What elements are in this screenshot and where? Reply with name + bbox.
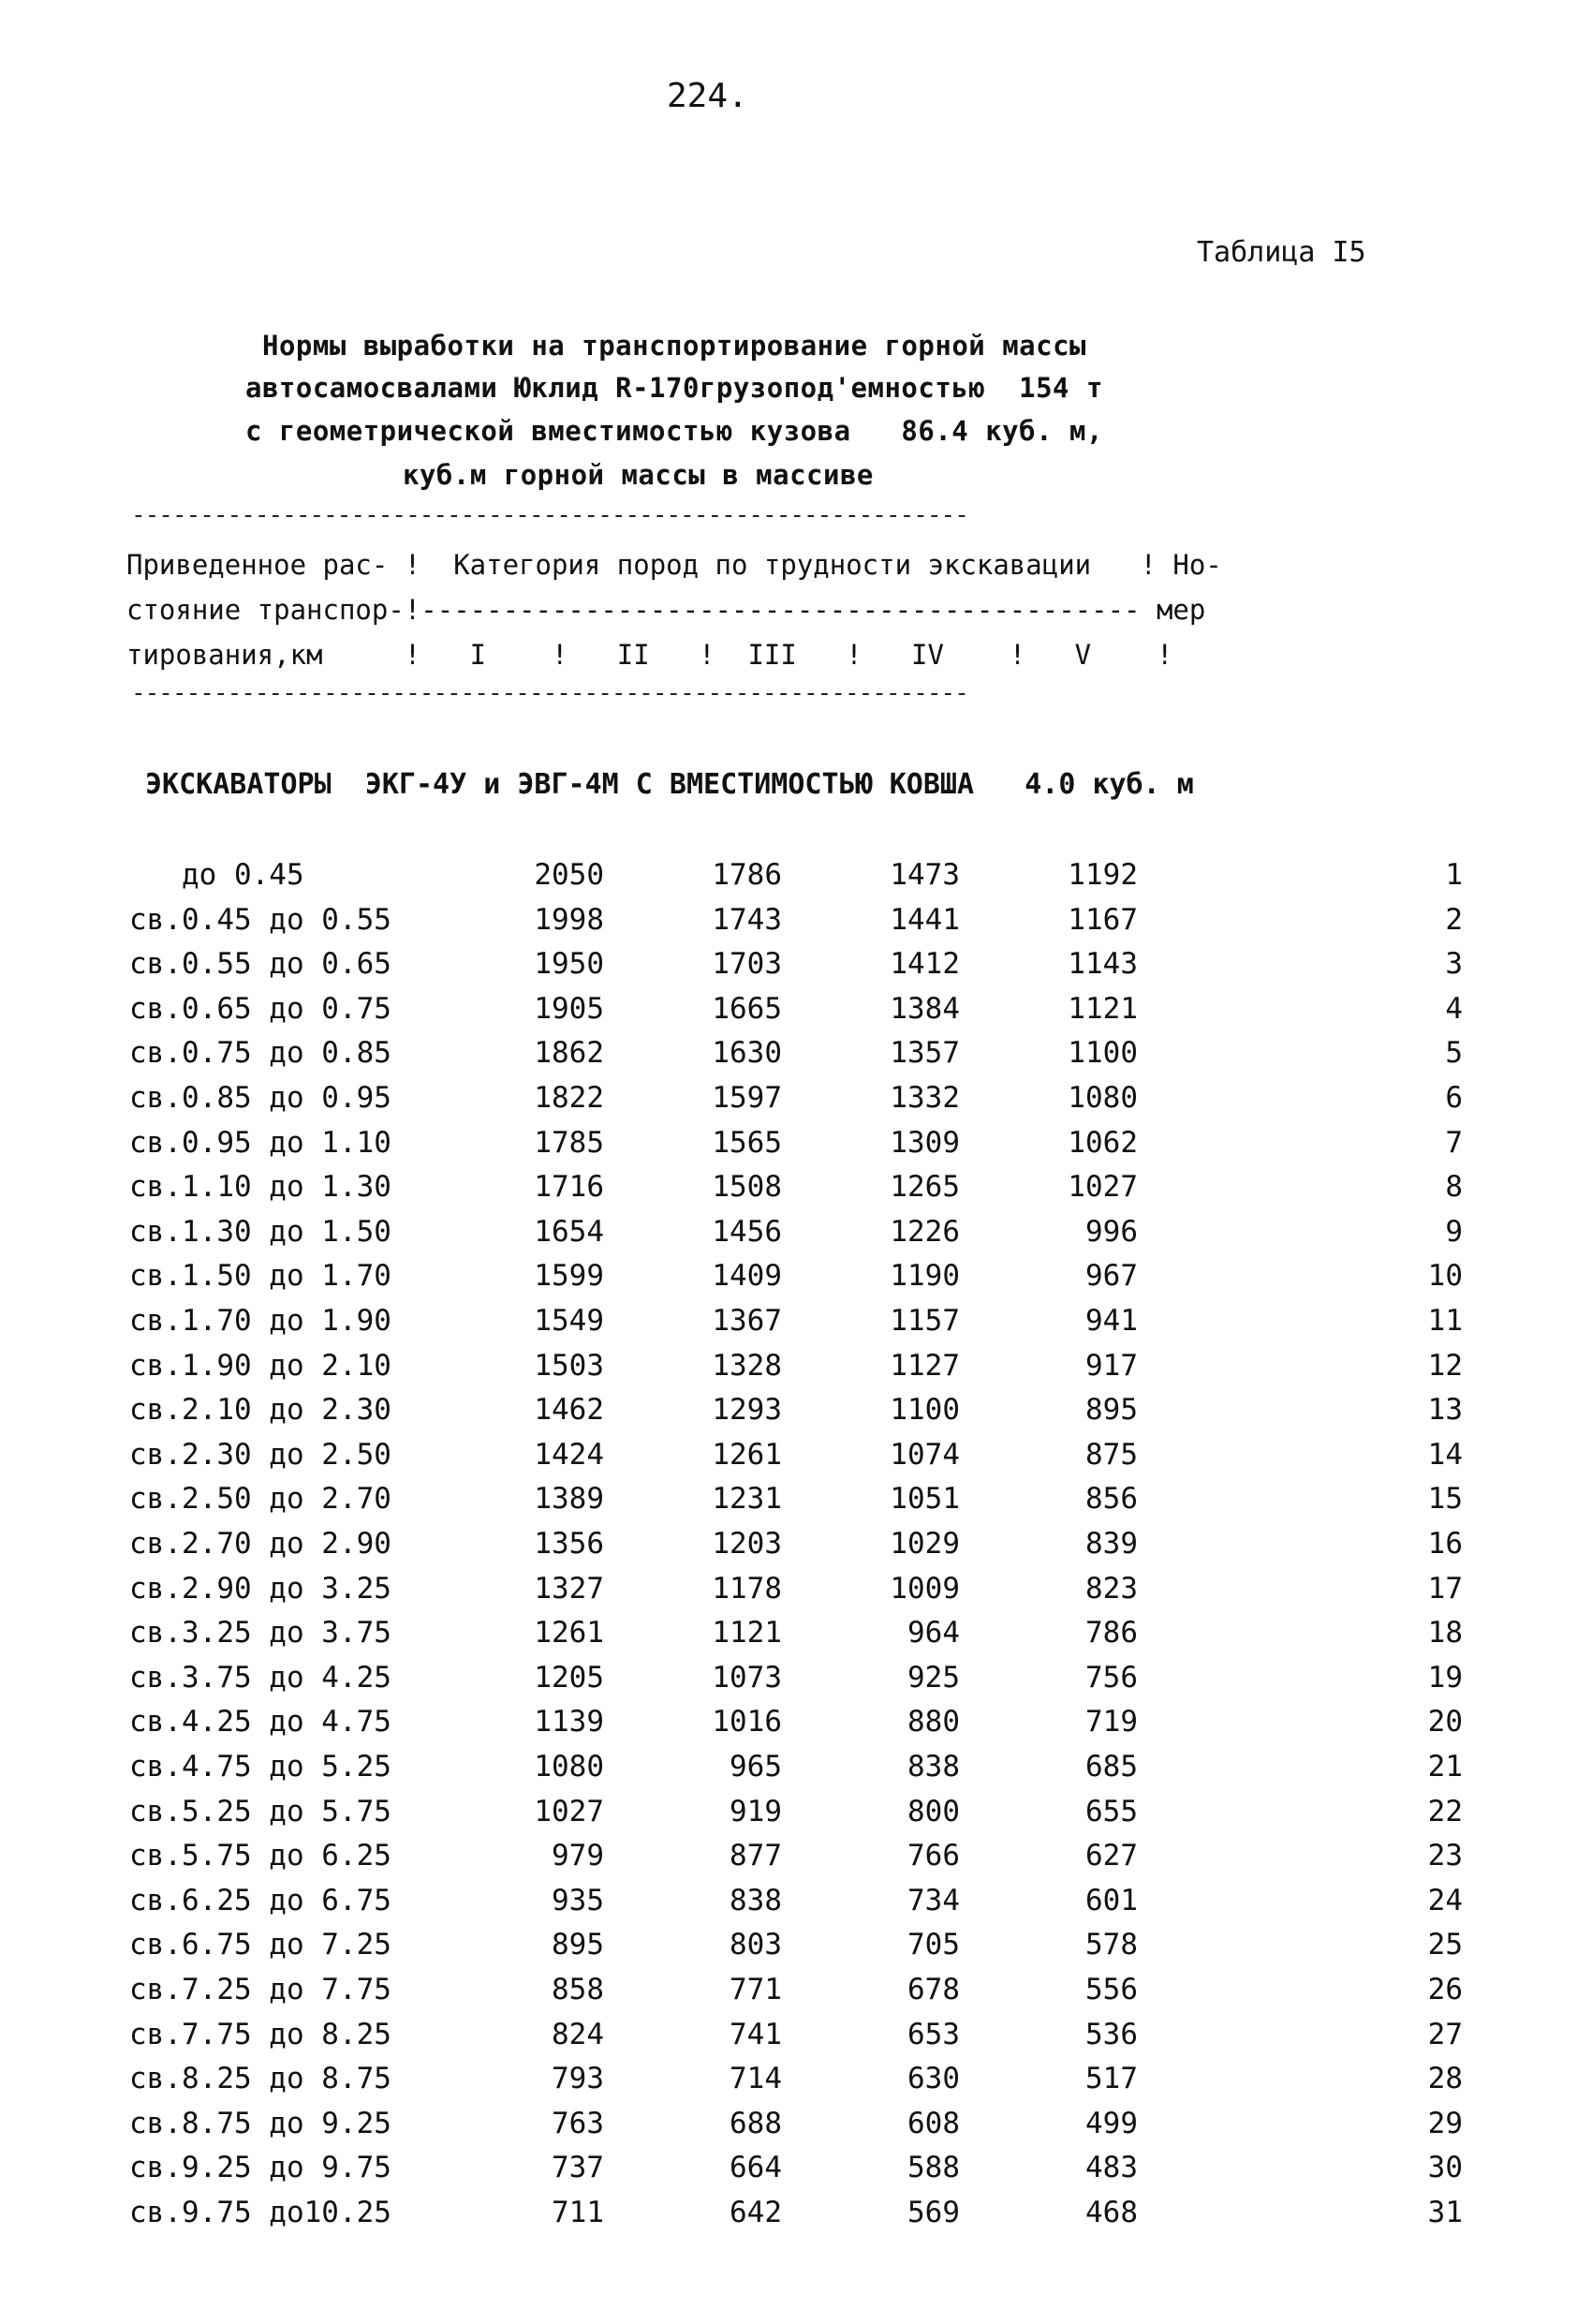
- category-iv-cell: 839: [1085, 1527, 1138, 1561]
- distance-cell: св.1.70 до 1.90: [129, 1304, 391, 1338]
- category-iii-cell: 1051: [890, 1482, 960, 1517]
- category-iv-cell: 1080: [1068, 1081, 1138, 1115]
- category-ii-cell: 1665: [712, 991, 782, 1026]
- category-i-cell: 895: [552, 1928, 604, 1962]
- category-iii-cell: 653: [907, 2017, 960, 2051]
- category-ii-cell: 1121: [712, 1616, 782, 1650]
- row-number-cell: 9: [1445, 1214, 1463, 1249]
- distance-cell: св.7.75 до 8.25: [129, 2017, 391, 2051]
- table-row: [0, 1527, 1592, 1572]
- distance-cell: св.0.55 до 0.65: [129, 947, 391, 982]
- section-title: ЭКСКАВАТОРЫ ЭКГ-4У и ЭВГ-4М С ВМЕСТИМОСТЬЮ КОВША 4.0 куб. м: [145, 768, 1194, 801]
- table-row: [0, 1126, 1592, 1171]
- table-row: [0, 2107, 1592, 2152]
- category-i-cell: 1862: [534, 1036, 604, 1071]
- row-number-cell: 12: [1427, 1348, 1463, 1383]
- table-row: [0, 2151, 1592, 2196]
- table-row: [0, 1304, 1592, 1349]
- row-number-cell: 26: [1427, 1973, 1463, 2006]
- category-iv-cell: 1027: [1068, 1170, 1138, 1205]
- table-row: [0, 1349, 1592, 1394]
- category-ii-cell: 1703: [712, 947, 782, 982]
- table-label: Таблица I5: [1197, 236, 1366, 269]
- category-iv-cell: 1192: [1068, 858, 1138, 892]
- category-ii-cell: 838: [730, 1883, 782, 1917]
- category-i-cell: 1389: [534, 1482, 604, 1517]
- row-number-cell: 13: [1427, 1393, 1463, 1428]
- category-iv-cell: 967: [1085, 1259, 1138, 1294]
- category-i-cell: 1905: [534, 991, 604, 1026]
- table-row: [0, 1081, 1592, 1126]
- category-iv-cell: 1100: [1068, 1036, 1138, 1071]
- category-ii-cell: 1261: [712, 1437, 782, 1472]
- category-iii-cell: 734: [907, 1883, 960, 1917]
- category-iv-cell: 627: [1085, 1839, 1138, 1873]
- category-iii-cell: 588: [907, 2151, 960, 2185]
- category-iii-cell: 630: [907, 2062, 960, 2096]
- distance-cell: св.8.75 до 9.25: [129, 2106, 391, 2140]
- distance-cell: св.3.75 до 4.25: [129, 1660, 391, 1695]
- category-i-cell: 824: [552, 2017, 604, 2051]
- header-top-rule: -------------------------------------------------------------: [131, 501, 968, 529]
- distance-cell: св.1.90 до 2.10: [129, 1348, 391, 1383]
- distance-cell: св.0.65 до 0.75: [129, 991, 391, 1026]
- distance-cell: св.2.10 до 2.30: [129, 1393, 391, 1428]
- row-number-cell: 24: [1427, 1883, 1463, 1917]
- table-row: [0, 1750, 1592, 1795]
- distance-cell: св.9.75 до10.25: [129, 2196, 391, 2229]
- category-ii-cell: 688: [730, 2106, 782, 2140]
- row-number-cell: 1: [1445, 858, 1463, 892]
- category-iii-cell: 766: [907, 1839, 960, 1873]
- category-i-cell: 1462: [534, 1393, 604, 1428]
- category-iv-cell: 685: [1085, 1750, 1138, 1784]
- category-iii-cell: 1190: [890, 1259, 960, 1294]
- distance-cell: св.2.90 до 3.25: [129, 1571, 391, 1606]
- category-ii-cell: 803: [730, 1928, 782, 1962]
- table-row: [0, 1839, 1592, 1884]
- table-row: [0, 1572, 1592, 1617]
- category-i-cell: 1080: [534, 1750, 604, 1784]
- category-i-cell: 1503: [534, 1348, 604, 1383]
- category-iv-cell: 499: [1085, 2106, 1138, 2140]
- category-ii-cell: 1597: [712, 1081, 782, 1115]
- category-iii-cell: 925: [907, 1660, 960, 1695]
- category-i-cell: 1822: [534, 1081, 604, 1115]
- category-iv-cell: 536: [1085, 2017, 1138, 2051]
- table-row: [0, 1438, 1592, 1483]
- category-ii-cell: 1409: [712, 1259, 782, 1294]
- row-number-cell: 11: [1427, 1304, 1463, 1338]
- distance-cell: св.3.25 до 3.75: [129, 1616, 391, 1650]
- category-i-cell: 711: [552, 2196, 604, 2229]
- table-row: [0, 992, 1592, 1037]
- category-i-cell: 1785: [534, 1125, 604, 1160]
- category-iv-cell: 786: [1085, 1616, 1138, 1650]
- category-i-cell: 1950: [534, 947, 604, 982]
- category-ii-cell: 1743: [712, 902, 782, 937]
- distance-cell: св.0.45 до 0.55: [129, 902, 391, 937]
- category-iv-cell: 856: [1085, 1482, 1138, 1517]
- category-iv-cell: 823: [1085, 1571, 1138, 1606]
- category-ii-cell: 642: [730, 2196, 782, 2229]
- row-number-cell: 17: [1427, 1571, 1463, 1606]
- distance-cell: св.2.70 до 2.90: [129, 1527, 391, 1561]
- category-i-cell: 1327: [534, 1571, 604, 1606]
- category-ii-cell: 965: [730, 1750, 782, 1784]
- category-ii-cell: 877: [730, 1839, 782, 1873]
- distance-cell: св.6.75 до 7.25: [129, 1928, 391, 1962]
- category-ii-cell: 1178: [712, 1571, 782, 1606]
- category-iii-cell: 1412: [890, 947, 960, 982]
- row-number-cell: 21: [1427, 1750, 1463, 1784]
- row-number-cell: 15: [1427, 1482, 1463, 1517]
- distance-cell: св.4.75 до 5.25: [129, 1750, 391, 1784]
- category-iii-cell: 800: [907, 1794, 960, 1828]
- table-row: [0, 1215, 1592, 1260]
- table-row: [0, 1259, 1592, 1304]
- category-i-cell: 763: [552, 2106, 604, 2140]
- category-iii-cell: 1009: [890, 1571, 960, 1606]
- category-ii-cell: 664: [730, 2151, 782, 2185]
- distance-cell: св.1.30 до 1.50: [129, 1214, 391, 1249]
- table-row: [0, 1795, 1592, 1840]
- category-ii-cell: 1016: [712, 1705, 782, 1739]
- category-iii-cell: 1127: [890, 1348, 960, 1383]
- distance-cell: св.9.25 до 9.75: [129, 2151, 391, 2185]
- category-iv-cell: 601: [1085, 1883, 1138, 1917]
- category-ii-cell: 1565: [712, 1125, 782, 1160]
- table-row: [0, 858, 1592, 903]
- category-iii-cell: 678: [907, 1973, 960, 2006]
- table-row: [0, 1170, 1592, 1215]
- category-i-cell: 1139: [534, 1705, 604, 1739]
- category-ii-cell: 1293: [712, 1393, 782, 1428]
- category-ii-cell: 1328: [712, 1348, 782, 1383]
- distance-cell: св.6.25 до 6.75: [129, 1883, 391, 1917]
- distance-cell: до 0.45: [129, 858, 304, 892]
- row-number-cell: 7: [1445, 1125, 1463, 1160]
- category-iv-cell: 1062: [1068, 1125, 1138, 1160]
- table-row: [0, 1973, 1592, 2018]
- category-i-cell: 737: [552, 2151, 604, 2185]
- category-iv-cell: 917: [1085, 1348, 1138, 1383]
- row-number-cell: 23: [1427, 1839, 1463, 1873]
- category-iv-cell: 1143: [1068, 947, 1138, 982]
- row-number-cell: 22: [1427, 1794, 1463, 1828]
- distance-cell: св.5.25 до 5.75: [129, 1794, 391, 1828]
- category-iv-cell: 875: [1085, 1437, 1138, 1472]
- category-i-cell: 1599: [534, 1259, 604, 1294]
- category-iv-cell: 655: [1085, 1794, 1138, 1828]
- category-i-cell: 935: [552, 1883, 604, 1917]
- category-iv-cell: 941: [1085, 1304, 1138, 1338]
- category-iii-cell: 705: [907, 1928, 960, 1962]
- category-iv-cell: 483: [1085, 2151, 1138, 2185]
- row-number-cell: 4: [1445, 991, 1463, 1026]
- row-number-cell: 28: [1427, 2062, 1463, 2096]
- category-i-cell: 1998: [534, 902, 604, 937]
- table-row: [0, 903, 1592, 948]
- table-row: [0, 1036, 1592, 1081]
- category-iv-cell: 556: [1085, 1973, 1138, 2006]
- category-iii-cell: 608: [907, 2106, 960, 2140]
- distance-cell: св.2.50 до 2.70: [129, 1482, 391, 1517]
- table-row: [0, 2062, 1592, 2107]
- category-i-cell: 1027: [534, 1794, 604, 1828]
- category-iii-cell: 1100: [890, 1393, 960, 1428]
- category-i-cell: 858: [552, 1973, 604, 2006]
- title-line-1: Нормы выработки на транспортирование горной массы: [262, 330, 1087, 362]
- header-line-2: стояние транспор-!-------------------------------------------- мер: [126, 594, 1206, 626]
- category-iii-cell: 1074: [890, 1437, 960, 1472]
- distance-cell: св.2.30 до 2.50: [129, 1437, 391, 1472]
- category-i-cell: 2050: [534, 858, 604, 892]
- category-ii-cell: 1508: [712, 1170, 782, 1205]
- distance-cell: св.1.10 до 1.30: [129, 1170, 391, 1205]
- distance-cell: св.1.50 до 1.70: [129, 1259, 391, 1294]
- category-iii-cell: 1473: [890, 858, 960, 892]
- header-line-1: Приведенное рас- ! Категория пород по трудности экскавации ! Но-: [126, 549, 1222, 581]
- category-iv-cell: 719: [1085, 1705, 1138, 1739]
- row-number-cell: 10: [1427, 1259, 1463, 1294]
- title-line-4: куб.м горной массы в массиве: [403, 459, 874, 491]
- header-bottom-rule: -------------------------------------------------------------: [131, 679, 968, 707]
- title-line-3: с геометрической вместимостью кузова 86.4 куб. м,: [245, 415, 1103, 447]
- title-line-2: автосамосвалами Юклид R-170грузопод'емностью 154 т: [245, 372, 1103, 404]
- category-iii-cell: 1157: [890, 1304, 960, 1338]
- category-iii-cell: 1265: [890, 1170, 960, 1205]
- category-iv-cell: 468: [1085, 2196, 1138, 2229]
- category-iv-cell: 1121: [1068, 991, 1138, 1026]
- category-iv-cell: 517: [1085, 2062, 1138, 2096]
- category-ii-cell: 714: [730, 2062, 782, 2096]
- table-row: [0, 1928, 1592, 1973]
- category-i-cell: 1205: [534, 1660, 604, 1695]
- table-row: [0, 1616, 1592, 1661]
- category-ii-cell: 1231: [712, 1482, 782, 1517]
- row-number-cell: 2: [1445, 902, 1463, 937]
- category-i-cell: 1549: [534, 1304, 604, 1338]
- table-row: [0, 1661, 1592, 1706]
- page-number: 224.: [667, 77, 748, 115]
- row-number-cell: 27: [1427, 2017, 1463, 2051]
- category-iii-cell: 838: [907, 1750, 960, 1784]
- row-number-cell: 14: [1427, 1437, 1463, 1472]
- category-iv-cell: 578: [1085, 1928, 1138, 1962]
- table-row: [0, 1705, 1592, 1750]
- table-row: [0, 2196, 1592, 2241]
- row-number-cell: 18: [1427, 1616, 1463, 1650]
- category-iv-cell: 756: [1085, 1660, 1138, 1695]
- row-number-cell: 31: [1427, 2196, 1463, 2229]
- category-i-cell: 1424: [534, 1437, 604, 1472]
- category-iii-cell: 1309: [890, 1125, 960, 1160]
- distance-cell: св.0.75 до 0.85: [129, 1036, 391, 1071]
- table-row: [0, 1884, 1592, 1929]
- category-iv-cell: 895: [1085, 1393, 1138, 1428]
- category-iv-cell: 1167: [1068, 902, 1138, 937]
- category-ii-cell: 1073: [712, 1660, 782, 1695]
- row-number-cell: 6: [1445, 1081, 1463, 1115]
- category-iv-cell: 996: [1085, 1214, 1138, 1249]
- table-row: [0, 2018, 1592, 2063]
- category-ii-cell: 1203: [712, 1527, 782, 1561]
- category-i-cell: 1654: [534, 1214, 604, 1249]
- category-iii-cell: 1029: [890, 1527, 960, 1561]
- category-ii-cell: 1456: [712, 1214, 782, 1249]
- category-ii-cell: 919: [730, 1794, 782, 1828]
- category-ii-cell: 1786: [712, 858, 782, 892]
- category-i-cell: 793: [552, 2062, 604, 2096]
- row-number-cell: 8: [1445, 1170, 1463, 1205]
- distance-cell: св.5.75 до 6.25: [129, 1839, 391, 1873]
- category-iii-cell: 1384: [890, 991, 960, 1026]
- category-iii-cell: 1332: [890, 1081, 960, 1115]
- table-row: [0, 1482, 1592, 1527]
- category-i-cell: 1356: [534, 1527, 604, 1561]
- header-line-3: тирования,км ! I ! II ! III ! IV ! V !: [126, 639, 1173, 671]
- distance-cell: св.7.25 до 7.75: [129, 1973, 391, 2006]
- row-number-cell: 5: [1445, 1036, 1463, 1071]
- category-i-cell: 1716: [534, 1170, 604, 1205]
- distance-cell: св.0.95 до 1.10: [129, 1125, 391, 1160]
- row-number-cell: 20: [1427, 1705, 1463, 1739]
- category-ii-cell: 1630: [712, 1036, 782, 1071]
- distance-cell: св.0.85 до 0.95: [129, 1081, 391, 1115]
- category-ii-cell: 1367: [712, 1304, 782, 1338]
- category-iii-cell: 1441: [890, 902, 960, 937]
- category-iii-cell: 964: [907, 1616, 960, 1650]
- category-ii-cell: 741: [730, 2017, 782, 2051]
- row-number-cell: 19: [1427, 1660, 1463, 1695]
- category-i-cell: 979: [552, 1839, 604, 1873]
- table-row: [0, 1393, 1592, 1438]
- distance-cell: св.4.25 до 4.75: [129, 1705, 391, 1739]
- category-iii-cell: 1226: [890, 1214, 960, 1249]
- distance-cell: св.8.25 до 8.75: [129, 2062, 391, 2096]
- category-iii-cell: 880: [907, 1705, 960, 1739]
- category-iii-cell: 569: [907, 2196, 960, 2229]
- row-number-cell: 16: [1427, 1527, 1463, 1561]
- row-number-cell: 29: [1427, 2106, 1463, 2140]
- category-iii-cell: 1357: [890, 1036, 960, 1071]
- row-number-cell: 25: [1427, 1928, 1463, 1962]
- row-number-cell: 30: [1427, 2151, 1463, 2185]
- table-row: [0, 947, 1592, 992]
- category-i-cell: 1261: [534, 1616, 604, 1650]
- row-number-cell: 3: [1445, 947, 1463, 982]
- category-ii-cell: 771: [730, 1973, 782, 2006]
